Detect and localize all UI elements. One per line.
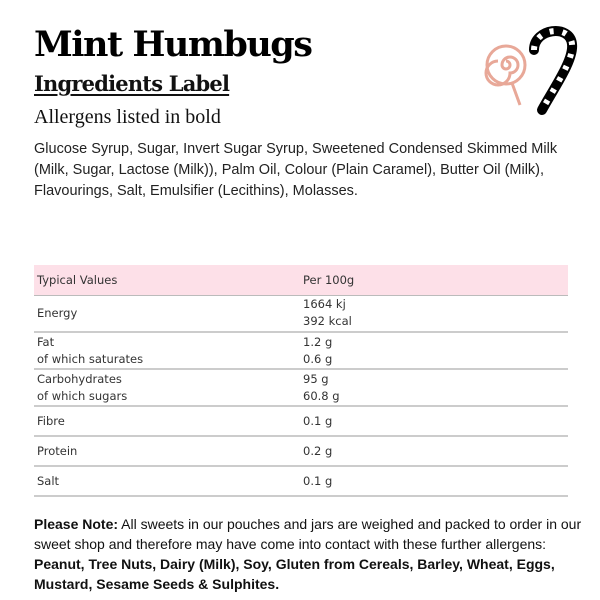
- nutrient-label: [34, 332, 300, 369]
- sweets-illustration: [482, 20, 582, 120]
- note-text: All sweets in our pouches and jars are weighed and packed to order in our sweet shop and therefore may have come into contact with these further allergens:: [34, 516, 582, 552]
- nutrient-value: [300, 369, 568, 406]
- fat-value: 1.2 g: [303, 334, 333, 349]
- fibre-label: Fibre: [34, 406, 300, 436]
- energy-kj: 1664 kj: [303, 297, 346, 312]
- lollipop-icon: [486, 46, 525, 105]
- nutrient-label: [34, 295, 300, 332]
- sugars-label: of which sugars: [37, 388, 128, 403]
- allergen-warning: [34, 514, 584, 594]
- table-row: [34, 406, 568, 436]
- energy-label: Energy: [37, 305, 78, 320]
- table-row: [34, 295, 568, 332]
- fat-label: Fat: [37, 334, 55, 349]
- saturates-label: of which saturates: [37, 351, 144, 366]
- table-row: [34, 332, 568, 369]
- table-row: [34, 369, 568, 406]
- sugars-value: 60.8 g: [303, 388, 340, 403]
- allergen-note: Allergens listed in bold: [34, 106, 221, 128]
- nutrition-table: [34, 265, 568, 497]
- table-row: [34, 436, 568, 466]
- salt-value: 0.1 g: [300, 466, 568, 496]
- salt-label: Salt: [34, 466, 300, 496]
- product-title: Mint Humbugs: [34, 24, 312, 65]
- header-typical-values: Typical Values: [34, 265, 300, 295]
- ingredients-label-heading: Ingredients Label: [34, 71, 230, 96]
- saturates-value: 0.6 g: [303, 351, 333, 366]
- carbs-value: 95 g: [303, 371, 329, 386]
- ingredients-list: Glucose Syrup, Sugar, Invert Sugar Syrup, Sweetened Condensed Skimmed Milk (Milk, Sugar, Lactose (Milk)), Palm Oil, Colour (Plain Caramel), Butter Oil (Milk), Flavourings, Salt, Emulsifier (Lecithins), Molasses.: [34, 141, 558, 199]
- header-per-100g: Per 100g: [300, 265, 568, 295]
- nutrient-label: [34, 369, 300, 406]
- nutrient-value: [300, 332, 568, 369]
- protein-value: 0.2 g: [300, 436, 568, 466]
- note-lead: Please Note:: [34, 516, 119, 532]
- carbs-label: Carbohydrates: [37, 371, 122, 386]
- energy-kcal: 392 kcal: [303, 314, 352, 329]
- fibre-value: 0.1 g: [300, 406, 568, 436]
- protein-label: Protein: [34, 436, 300, 466]
- further-allergens: Peanut, Tree Nuts, Dairy (Milk), Soy, Gluten from Cereals, Barley, Wheat, Eggs, Mustard, Sesame Seeds & Sulphites.: [34, 556, 555, 592]
- table-row: [34, 466, 568, 496]
- nutrient-value: [300, 295, 568, 332]
- candy-cane-icon: [534, 31, 572, 110]
